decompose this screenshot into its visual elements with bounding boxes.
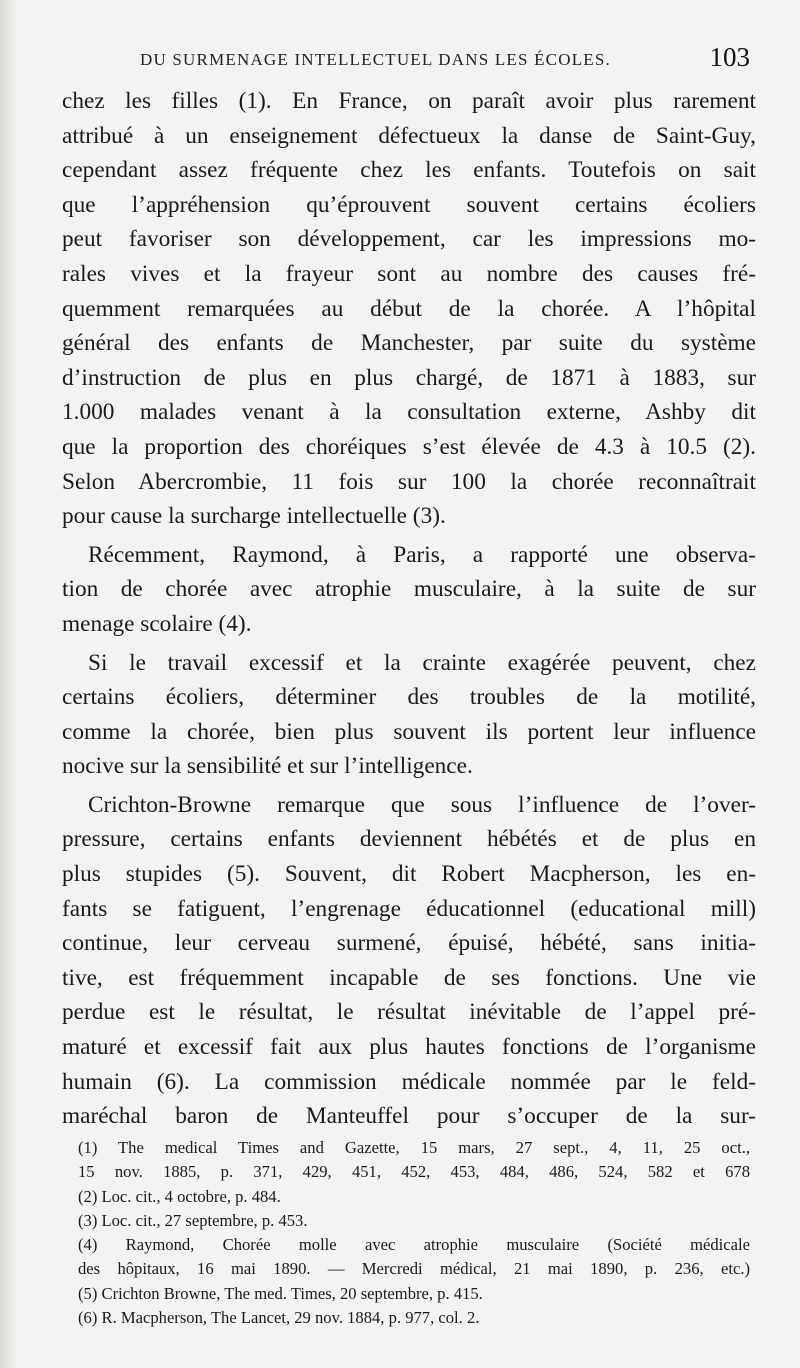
footnote-line: (6) R. Macpherson, The Lancet, 29 nov. 1884, p. 977, col. 2.	[78, 1308, 480, 1328]
page-header	[140, 44, 760, 84]
text-line: Récemment, Raymond, à Paris, a rapporté une observa-	[88, 541, 756, 568]
text-line: plus stupides (5). Souvent, dit Robert Macpherson, les en-	[62, 861, 756, 888]
text-line: certains écoliers, déterminer des troubles de la motilité,	[62, 684, 756, 711]
text-line: Crichton-Browne remarque que sous l’influence de l’over-	[88, 791, 756, 818]
text-line: Selon Abercrombie, 11 fois sur 100 la chorée reconnaîtrait	[62, 468, 756, 495]
text-line: général des enfants de Manchester, par suite du système	[62, 330, 756, 357]
text-line: chez les filles (1). En France, on paraît avoir plus rarement	[62, 88, 756, 114]
page-number: 103	[709, 42, 750, 72]
scan-binding-shadow	[0, 0, 18, 1368]
text-line: rales vives et la frayeur sont au nombre des causes fré-	[62, 260, 756, 287]
text-line: d’instruction de plus en plus chargé, de 1871 à 1883, sur	[62, 364, 756, 391]
footnote-line: 15 nov. 1885, p. 371, 429, 451, 452, 453, 484, 486, 524, 582 et 678	[78, 1162, 750, 1182]
text-line: quemment remarquées au début de la chorée. A l’hôpital	[62, 295, 756, 322]
footnote-line: (2) Loc. cit., 4 octobre, p. 484.	[78, 1186, 281, 1206]
text-line: que l’appréhension qu’éprouvent souvent certains écoliers	[62, 191, 756, 218]
footnote-line: (3) Loc. cit., 27 septembre, p. 453.	[78, 1210, 308, 1230]
text-line: tion de chorée avec atrophie musculaire, à la suite de sur	[62, 576, 756, 603]
text-line: peut favoriser son développement, car les impressions mo-	[62, 226, 756, 253]
footnotes	[78, 1136, 750, 1330]
text-line: pressure, certains enfants deviennent hébétés et de plus en	[62, 826, 756, 853]
footnote-line: (5) Crichton Browne, The med. Times, 20 septembre, p. 415.	[78, 1283, 483, 1303]
footnote-line: des hôpitaux, 16 mai 1890. — Mercredi médical, 21 mai 1890, p. 236, etc.)	[78, 1259, 750, 1279]
text-line: fants se fatiguent, l’engrenage éducationnel (educational mill)	[62, 895, 756, 922]
text-line: Si le travail excessif et la crainte exagérée peuvent, chez	[88, 649, 756, 676]
text-line: cependant assez fréquente chez les enfants. Toutefois on sait	[62, 157, 756, 184]
text-line: humain (6). La commission médicale nommée par le feld-	[62, 1068, 756, 1095]
text-line: que la proportion des choréiques s’est élevée de 4.3 à 10.5 (2).	[62, 433, 756, 460]
footnote-line: (1) The medical Times and Gazette, 15 mars, 27 sept., 4, 11, 25 oct.,	[78, 1138, 750, 1157]
text-line: attribué à un enseignement défectueux la danse de Saint-Guy,	[62, 122, 756, 149]
text-line: perdue est le résultat, le résultat inévitable de l’appel pré-	[62, 999, 756, 1026]
body-text	[62, 84, 756, 1134]
text-line: tive, est fréquemment incapable de ses fonctions. Une vie	[62, 964, 756, 991]
text-line: 1.000 malades venant à la consultation externe, Ashby dit	[62, 399, 756, 426]
text-line: menage scolaire (4).	[62, 610, 252, 637]
text-line: comme la chorée, bien plus souvent ils portent leur influence	[62, 718, 756, 745]
running-title: DU SURMENAGE INTELLECTUEL DANS LES ÉCOLES.	[140, 50, 611, 69]
text-line: maturé et excessif fait aux plus hautes fonctions de l’organisme	[62, 1034, 756, 1061]
text-line: maréchal baron de Manteuffel pour s’occuper de la sur-	[62, 1103, 756, 1130]
footnote-line: (4) Raymond, Chorée molle avec atrophie musculaire (Société médicale	[78, 1235, 750, 1255]
text-line: nocive sur la sensibilité et sur l’intelligence.	[62, 753, 473, 780]
text-line: continue, leur cerveau surmené, épuisé, hébété, sans initia-	[62, 930, 756, 957]
text-line: pour cause la surcharge intellectuelle (3).	[62, 503, 446, 530]
